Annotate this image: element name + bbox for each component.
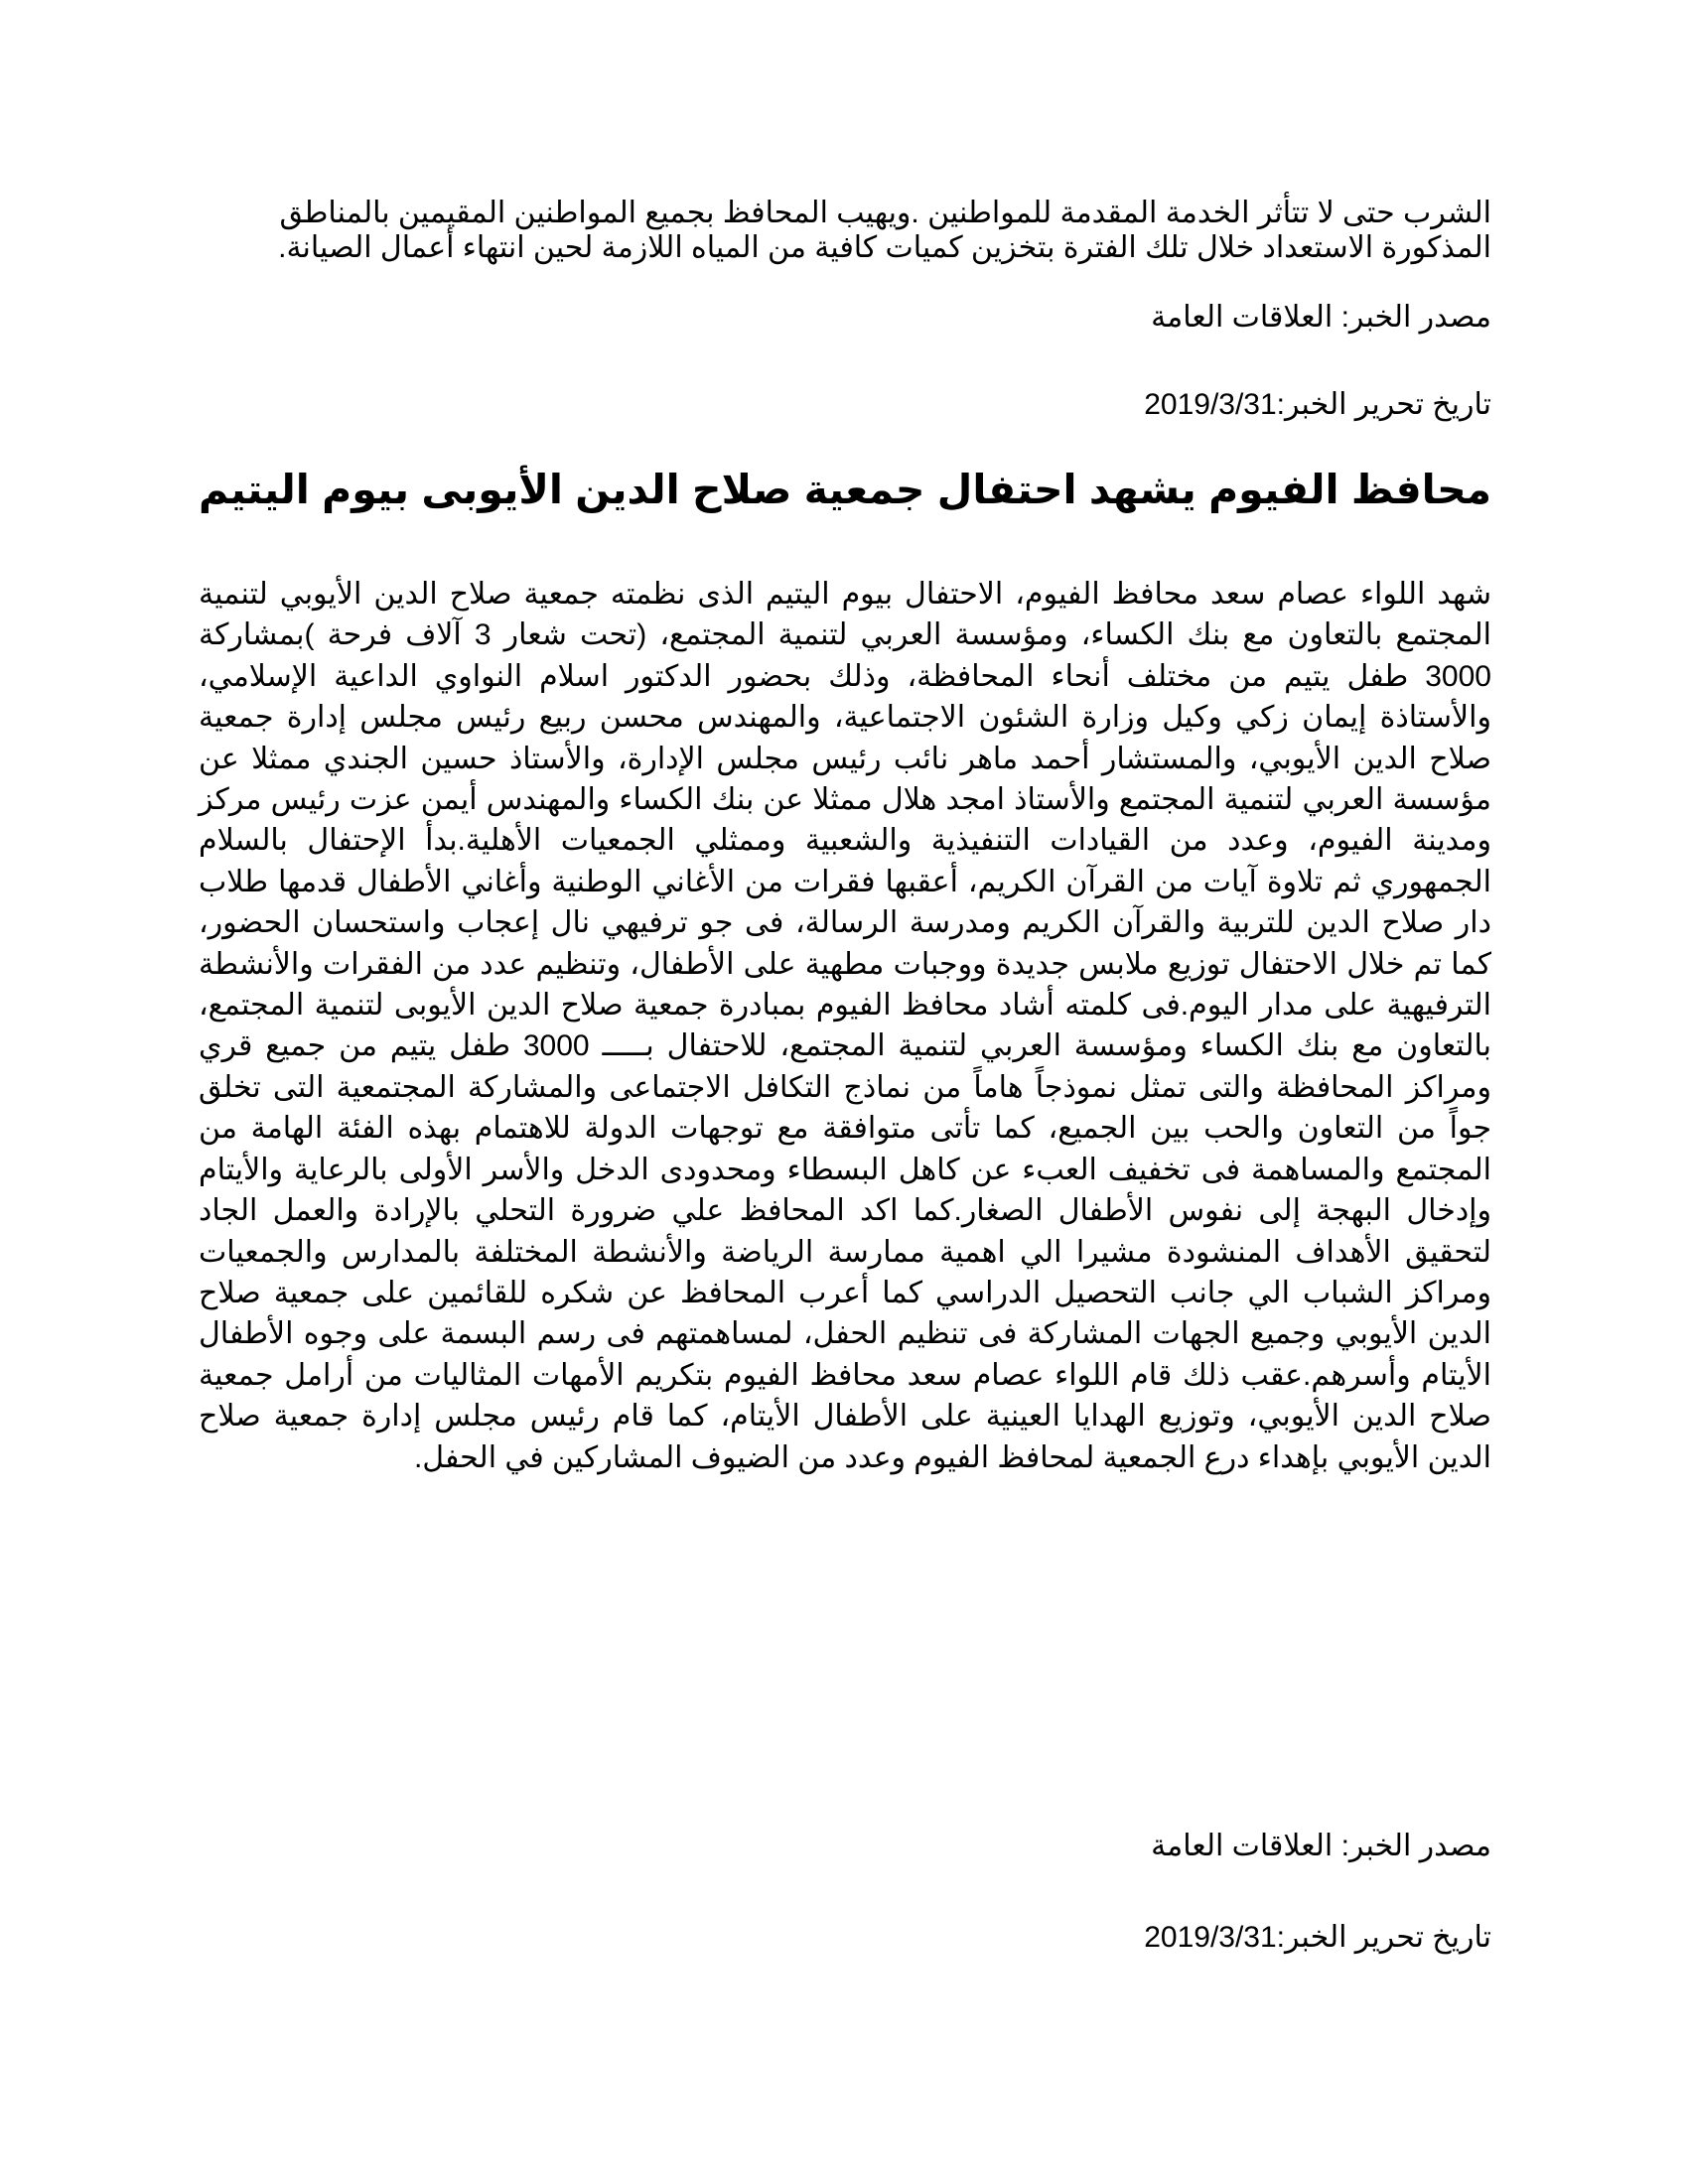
article-body: شهد اللواء عصام سعد محافظ الفيوم، الاحتفال بيوم اليتيم الذى نظمته جمعية صلاح الدين الأيوبي لتنمية المجتمع بالتعاون مع بنك الكساء، ومؤسسة العربي لتنمية المجتمع، (تحت شعار 3 آلاف فرحة )بمشاركة 3000 طفل يتيم من مختلف أنحاء المحافظة، وذلك بحضور الدكتور اسلام النواوي الداعية الإسلامي، والأستاذة إيمان زكي وكيل وزارة الشئون الاجتماعية، والمهندس محسن ربيع رئيس مجلس إدارة جمعية صلاح الدين الأيوبي، والمستشار أحمد ماهر نائب رئيس مجلس الإدارة، والأستاذ حسين الجندي ممثلا عن مؤسسة العربي لتنمية المجتمع والأستاذ امجد هلال ممثلا عن بنك الكساء والمهندس أيمن عزت رئيس مركز ومدينة الفيوم، وعدد من القيادات التنفيذية والشعبية وممثلي الجمعيات الأهلية.بدأ الإحتفال بالسلام الجمهوري ثم تلاوة آيات من القرآن الكريم، أعقبها فقرات من الأغاني الوطنية وأغاني الأطفال قدمها طلاب دار صلاح الدين للتربية والقرآن الكريم ومدرسة الرسالة، فى جو ترفيهي نال إعجاب واستحسان الحضور، كما تم خلال الاحتفال توزيع ملابس جديدة ووجبات مطهية على الأطفال، وتنظيم عدد من الفقرات والأنشطة الترفيهية على مدار اليوم.فى كلمته أشاد محافظ الفيوم بمبادرة جمعية صلاح الدين الأيوبى لتنمية المجتمع، بالتعاون مع بنك الكساء ومؤسسة العربي لتنمية المجتمع، للاحتفال بـــــ 3000 طفل يتيم من جميع قري ومراكز المحافظة والتى تمثل نموذجاً هاماً من نماذج التكافل الاجتماعى والمشاركة المجتمعية التى تخلق جواً من التعاون والحب بين الجميع، كما تأتى متوافقة مع توجهات الدولة للاهتمام بهذه الفئة الهامة من المجتمع والمساهمة فى تخفيف العبء عن كاهل البسطاء ومحدودى الدخل والأسر الأولى بالرعاية والأيتام وإدخال البهجة إلى نفوس الأطفال الصغار.كما اكد المحافظ علي ضرورة التحلي بالإرادة والعمل الجاد لتحقيق الأهداف المنشودة مشيرا الي اهمية ممارسة الرياضة والأنشطة المختلفة بالمدارس والجمعيات ومراكز الشباب الي جانب التحصيل الدراسي كما أعرب المحافظ عن شكره للقائمين على جمعية صلاح الدين الأيوبي وجميع الجهات المشاركة فى تنظيم الحفل، لمساهمتهم فى رسم البسمة على وجوه الأطفال الأيتام وأسرهم.عقب ذلك قام اللواء عصام سعد محافظ الفيوم بتكريم الأمهات المثاليات من أرامل جمعية صلاح الدين الأيوبي، وتوزيع الهدايا العينية على الأطفال الأيتام، كما قام رئيس مجلس إدارة جمعية صلاح الدين الأيوبي بإهداء درع الجمعية لمحافظ الفيوم وعدد من الضيوف المشاركين في الحفل. <box>199 578 1491 1474</box>
edit-date-label: تاريخ تحرير الخبر: <box>1276 388 1491 421</box>
news-source-line-footer <box>199 1827 1491 1866</box>
continued-paragraph-line-2: المذكورة الاستعداد خلال تلك الفترة بتخزين كميات كافية من المياه اللازمة لحين انتهاء أعمال الصيانة. <box>278 231 1491 264</box>
news-source-label-footer: مصدر الخبر: <box>1340 1830 1491 1862</box>
edit-date-value: 2019/3/31 <box>1144 388 1277 421</box>
edit-date-value-footer: 2019/3/31 <box>1144 1921 1277 1954</box>
edit-date-line-footer <box>199 1918 1491 1958</box>
news-source-label: مصدر الخبر: <box>1340 301 1491 334</box>
article-headline: محافظ الفيوم يشهد احتفال جمعية صلاح الدين الأيوبى بيوم اليتيم <box>199 467 1491 512</box>
news-source-value: العلاقات العامة <box>1151 301 1334 334</box>
edit-date-label-footer: تاريخ تحرير الخبر: <box>1276 1921 1491 1954</box>
news-source-value-footer: العلاقات العامة <box>1151 1830 1334 1862</box>
news-source-line <box>199 298 1491 338</box>
edit-date-line <box>199 385 1491 425</box>
continued-paragraph <box>199 196 1491 265</box>
continued-paragraph-line-1: الشرب حتى لا تتأثر الخدمة المقدمة للمواطنين .ويهيب المحافظ بجميع المواطنين المقيمين بالمناطق <box>279 197 1491 229</box>
